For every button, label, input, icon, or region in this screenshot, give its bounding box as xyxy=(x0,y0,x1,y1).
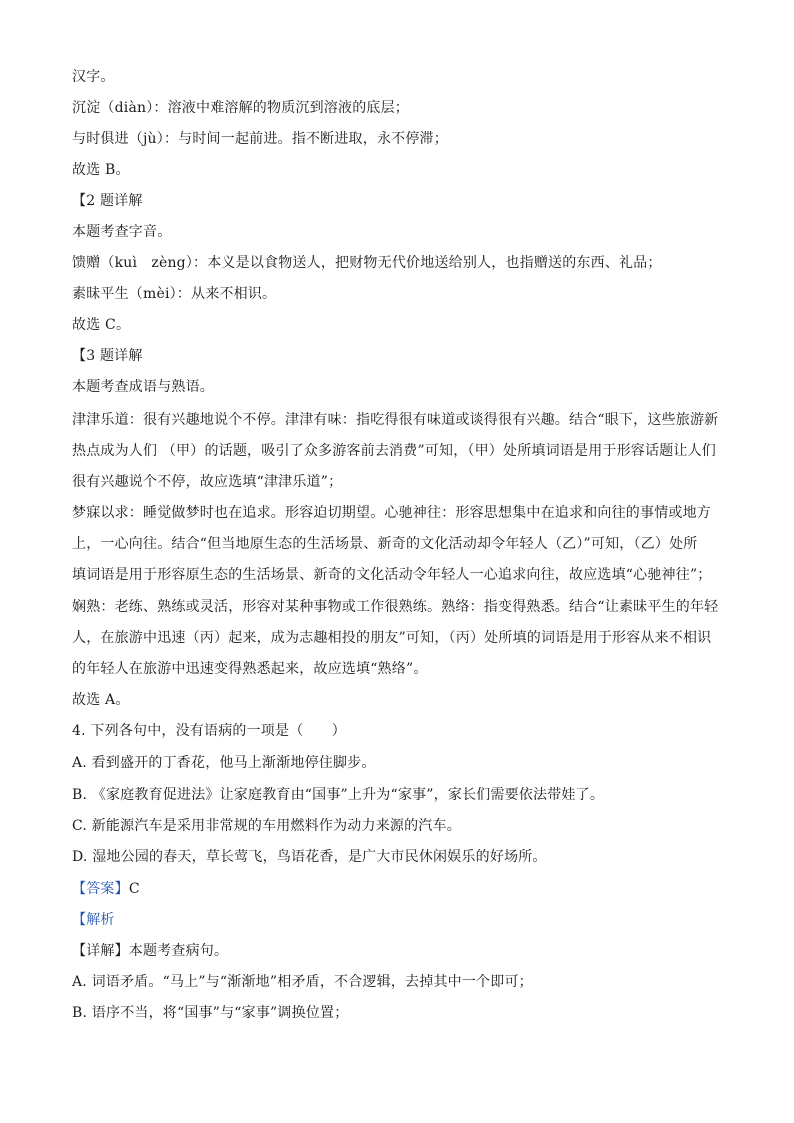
section-heading: 【3 题详解 xyxy=(72,348,143,364)
text-line: 填词语是用于形容原生态的生活场景、新奇的文化活动令年轻人一心追求向往，故应选填“心驰神往”； xyxy=(72,567,712,583)
text-line: 本题考查字音。 xyxy=(72,224,172,240)
text-line: 人，在旅游中迅速（丙）起来，成为志趣相投的朋友”可知，（丙）处所填的词语是用于形容从来不相识 xyxy=(72,630,712,646)
text-line: 上，一心向往。结合“但当地原生态的生活场景、新奇的文化活动却令年轻人（乙）”可知，（乙）处所 xyxy=(72,536,698,552)
text-line: 故选 C。 xyxy=(72,317,131,333)
text-line: 馈赠（kuì zèng）：本义是以食物送人，把财物无代价地送给别人，也指赠送的东西、礼品； xyxy=(72,255,662,271)
text-line: 素昧平生（mèi）：从来不相识。 xyxy=(72,286,277,302)
answer-value: C xyxy=(128,881,140,897)
section-heading: 【2 题详解 xyxy=(72,193,143,209)
option-d: D. 湿地公园的春天，草长莺飞，鸟语花香，是广大市民休闲娱乐的好场所。 xyxy=(72,849,547,865)
text-line: 梦寐以求：睡觉做梦时也在追求。形容迫切期望。心驰神往：形容思想集中在追求和向往的事情或地方 xyxy=(72,505,711,521)
question-stem: 4. 下列各句中，没有语病的一项是（ ） xyxy=(72,723,347,739)
option-a: A. 看到盛开的丁香花，他马上渐渐地停住脚步。 xyxy=(72,755,376,771)
text-line: 与时俱进（jù）：与时间一起前进。指不断进取，永不停滞； xyxy=(72,131,448,147)
text-line: 津津乐道：很有兴趣地说个不停。津津有味：指吃得很有味道或谈得很有兴趣。结合“眼下，这些旅游新 xyxy=(72,412,719,428)
text-line: 的年轻人在旅游中迅速变得熟悉起来，故应选填“熟络”。 xyxy=(72,661,428,677)
text-line: 娴熟：老练、熟练或灵活，形容对某种事物或工作很熟练。熟络：指变得熟悉。结合“让素昧平生的年轻 xyxy=(72,599,719,615)
text-line: 汉字。 xyxy=(72,69,115,85)
answer-label: 【答案】 xyxy=(72,881,129,897)
text-line: 沉淀（diàn）：溶液中难溶解的物质沉到溶液的底层； xyxy=(72,100,410,116)
option-c: C. 新能源汽车是采用非常规的车用燃料作为动力来源的汽车。 xyxy=(72,818,461,834)
analysis-label: 【解析 xyxy=(72,912,115,928)
text-line: 故选 A。 xyxy=(72,692,130,708)
text-line: 本题考查成语与熟语。 xyxy=(72,379,214,395)
text-line: 很有兴趣说个不停，故应选填“津津乐道”； xyxy=(72,474,343,490)
text-line: 【详解】本题考查病句。 xyxy=(72,943,229,959)
text-line: B. 语序不当，将“国事”与“家事”调换位置； xyxy=(72,1005,349,1021)
answer-line xyxy=(72,880,732,898)
text-line: A. 词语矛盾。“马上”与“渐渐地”相矛盾，不合逻辑，去掉其中一个即可； xyxy=(72,974,533,990)
option-b: B. 《家庭教育促进法》让家庭教育由“国事”上升为“家事”，家长们需要依法带娃了。 xyxy=(72,787,605,803)
text-line: 热点成为人们 （甲）的话题，吸引了众多游客前去消费”可知，（甲）处所填词语是用于形容话题让人们 xyxy=(72,443,717,459)
text-line: 故选 B。 xyxy=(72,162,130,178)
